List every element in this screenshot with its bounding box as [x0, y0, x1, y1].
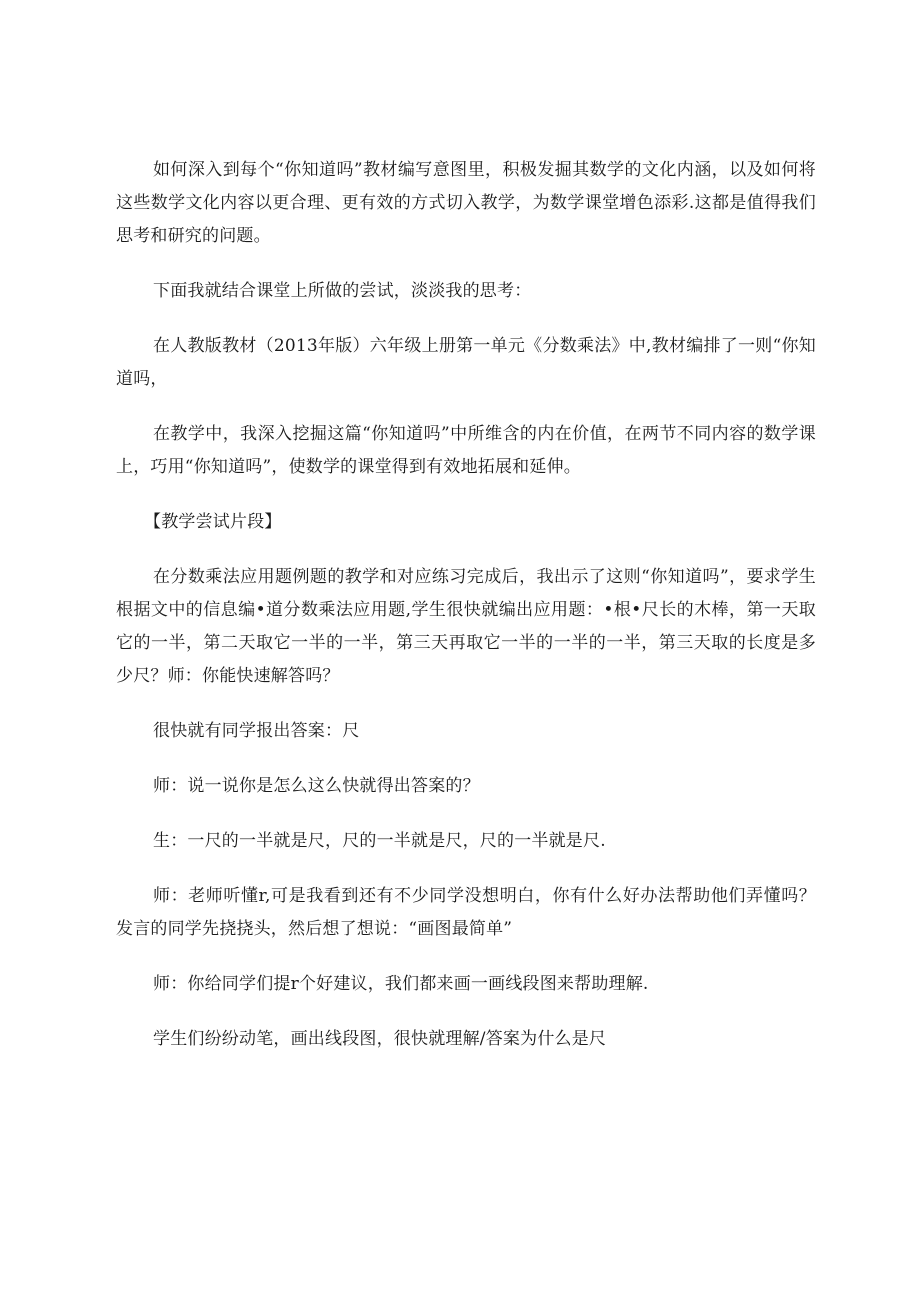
paragraph-students-draw: 学生们纷纷动笔，画出线段图，很快就理解/答案为什么是尺 [153, 1029, 607, 1049]
section-heading: 【教学尝试片段】 [144, 512, 282, 532]
paragraph-teacher-suggestion: 师：你给同学们提r个好建议，我们都来画一画线段图来帮助理解. [153, 974, 649, 994]
paragraph-teacher-question: 师：说一说你是怎么这么快就得出答案的？ [153, 776, 480, 796]
paragraph-textbook-ref: 在人教版教材（2013年版）六年级上册第一单元《分数乘法》中,教材编排了一则“你知道吗， [116, 336, 816, 389]
paragraph-student-answer: 很快就有同学报出答案：尺 [153, 721, 360, 741]
paragraph-student-explanation: 生：一尺的一半就是尺，尺的一半就是尺，尺的一半就是尺. [153, 831, 606, 851]
paragraph-teacher-followup: 师：老师听懂r,可是我看到还有不少同学没想明白，你有什么好办法帮助他们弄懂吗？发言的同学先挠挠头，然后想了想说：“画图最简单” [116, 886, 816, 939]
document-body [116, 154, 816, 1056]
paragraph-lead-in: 下面我就结合课堂上所做的尝试，淡淡我的思考： [153, 281, 532, 301]
paragraph-teaching-value: 在教学中，我深入挖掘这篇“你知道吗”中所维含的内在价值，在两节不同内容的数学课上，巧用“你知道吗”，使数学的课堂得到有效地拓展和延伸。 [116, 424, 816, 477]
paragraph-lesson-fragment: 在分数乘法应用题例题的教学和对应练习完成后，我出示了这则“你知道吗”，要求学生根据文中的信息编•道分数乘法应用题,学生很快就编出应用题：•根•尺长的木棒，第一天取它的一半，第二天取它一半的一半，第三天再取它一半的一半的一半，第三天取的长度是多少尺？师：你能快速解答吗？ [116, 567, 816, 686]
paragraph-intro: 如何深入到每个“你知道吗”教材编写意图里，积极发掘其数学的文化内涵，以及如何将这些数学文化内容以更合理、更有效的方式切入教学，为数学课堂增色添彩.这都是值得我们思考和研究的问题。 [116, 160, 816, 246]
